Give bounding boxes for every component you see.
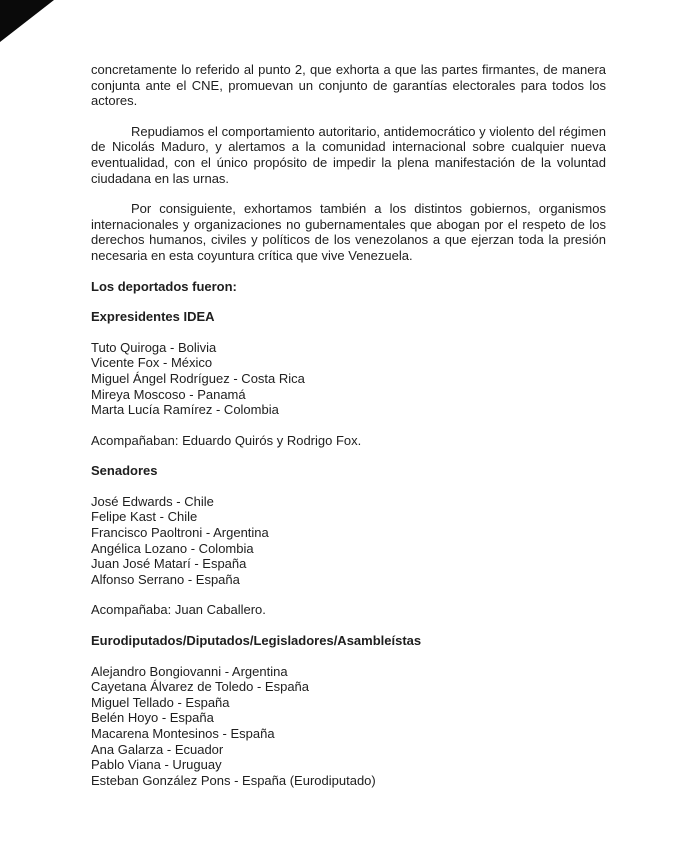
heading-senadores: Senadores: [91, 463, 158, 479]
list-item: Alejandro Bongiovanni - Argentina: [91, 663, 288, 679]
list-item: Francisco Paoltroni - Argentina: [91, 525, 269, 541]
list-item: Belén Hoyo - España: [91, 710, 214, 726]
list-item: Ana Galarza - Ecuador: [91, 741, 224, 757]
list-item: Alfonso Serrano - España: [91, 571, 240, 587]
paragraph-repudiamos: Repudiamos el comportamiento autoritario, antidemocrático y violento del régimen de Nicolás Maduro, y alertamos a la comunidad internacional sobre cualquier nueva eventualidad, con el único propósito de impedir la plena manifestación de la voluntad ciudadana en las urnas.: [91, 123, 606, 186]
note-acompanaban-expresidentes: Acompañaban: Eduardo Quirós y Rodrigo Fox.: [91, 432, 362, 448]
paragraph-por-consiguiente: Por consiguiente, exhortamos también a los distintos gobiernos, organismos internacionales y organizaciones no gubernamentales que abogan por el respeto de los derechos humanos, civiles y políticos de los venezolanos a que ejerzan toda la presión necesaria en esta coyuntura crítica que vive Venezuela.: [91, 201, 606, 263]
paragraph-garantias: concretamente lo referido al punto 2, que exhorta a que las partes firmantes, de manera conjunta ante el CNE, promuevan un conjunto de garantías electorales para todos los actores.: [91, 62, 606, 109]
list-item: Pablo Viana - Uruguay: [91, 757, 222, 773]
list-item: Felipe Kast - Chile: [91, 509, 198, 525]
list-item: Mireya Moscoso - Panamá: [91, 386, 246, 402]
list-item: Tuto Quiroga - Bolivia: [91, 339, 217, 355]
list-item: Juan José Matarí - España: [91, 556, 247, 572]
list-item: Angélica Lozano - Colombia: [91, 540, 254, 556]
list-item: Vicente Fox - México: [91, 355, 213, 371]
heading-eurodiputados: Eurodiputados/Diputados/Legisladores/Asambleístas: [91, 633, 422, 649]
list-item: Marta Lucía Ramírez - Colombia: [91, 402, 279, 418]
list-item: Esteban González Pons - España (Eurodiputado): [91, 772, 376, 788]
heading-los-deportados: Los deportados fueron:: [91, 278, 237, 294]
list-item: José Edwards - Chile: [91, 493, 214, 509]
list-item: Miguel Tellado - España: [91, 694, 230, 710]
expresidentes-list: [91, 340, 606, 418]
document-content: [91, 62, 606, 803]
list-item: Macarena Montesinos - España: [91, 726, 275, 741]
list-item: Miguel Ángel Rodríguez - Costa Rica: [91, 370, 305, 386]
note-acompanaba-senadores: Acompañaba: Juan Caballero.: [91, 602, 266, 618]
senadores-list: [91, 494, 606, 588]
list-item: Cayetana Álvarez de Toledo - España: [91, 679, 310, 695]
heading-expresidentes-idea: Expresidentes IDEA: [91, 309, 215, 325]
page-corner-fold-artifact: [0, 0, 54, 42]
eurodiputados-list: [91, 664, 606, 789]
